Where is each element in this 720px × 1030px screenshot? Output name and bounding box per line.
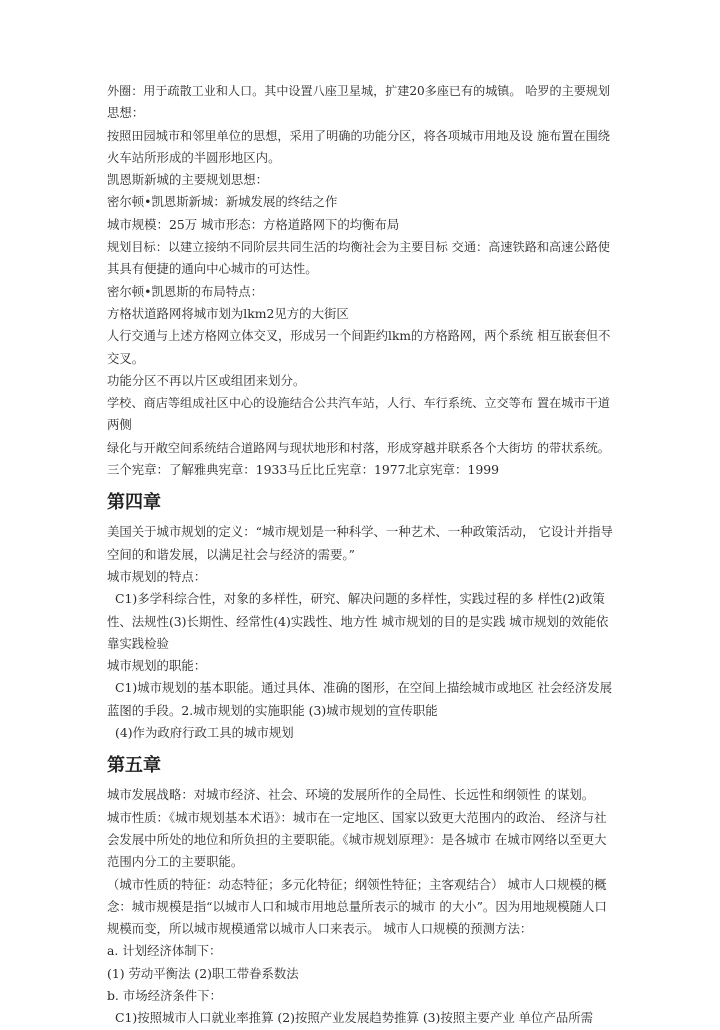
text-line: 范围内分工的主要职能。 xyxy=(107,854,244,870)
text-line: C1)按照城市人口就业率推算 (2)按照产业发展趋势推算 (3)按照主要产业 单位产品所需 xyxy=(115,1010,594,1026)
text-line: 学校、商店等组成社区中心的设施结合公共汽车站，人行、车行系统、立交等布 置在城市干道 xyxy=(107,396,610,411)
text-line: 人行交通与上述方格网立体交叉，形成另一个间距约lkm的方格路网，两个系统 相互嵌套但不 xyxy=(107,329,611,344)
text-line: 按照田园城市和邻里单位的思想，采用了明确的功能分区，将各项城市用地及设 施布置在围绕 xyxy=(107,128,610,143)
text-line: 城市性质：《城市规划基本术语》：城市在一定地区、国家以致更大范围内的政治、 经济与社 xyxy=(107,809,607,825)
text-line: (1) 劳动平衡法 (2)职工带眷系数法 xyxy=(107,965,299,981)
text-line: 规模而变，所以城市规模通常以城市人口来表示。 城市人口规模的预测方法： xyxy=(107,921,533,937)
text-line: 凯恩斯新城的主要规划思想： xyxy=(107,172,269,188)
chapter-5-heading: 第五章 xyxy=(107,755,161,777)
text-line: 三个宪章：了解雅典宪章：1933马丘比丘宪章：1977北京宪章：1999 xyxy=(107,462,499,478)
text-line: 密尔顿•凯恩斯的布局特点： xyxy=(107,283,263,299)
text-line: 绿化与开敞空间系统结合道路网与现状地形和村落，形成穿越并联系各个大街坊 的带状系统。 xyxy=(107,440,610,455)
text-line: 方格状道路网将城市划为lkm2见方的大街区 xyxy=(107,305,349,321)
text-line: 空间的和谐发展，以满足社会与经济的需要。” xyxy=(107,546,355,562)
text-line: 美国关于城市规划的定义：“城市规划是一种科学、一种艺术、一种政策活动， 它设计并指导 xyxy=(107,524,613,540)
text-line: C1)多学科综合性，对象的多样性，研究、解决问题的多样性，实践过程的多 样性(2)政策 xyxy=(115,591,605,607)
text-line: 城市规划的职能： xyxy=(107,658,207,674)
text-line: 城市规模：25万 城市形态：方格道路网下的均衡布局 xyxy=(107,216,400,232)
chapter-4-heading: 第四章 xyxy=(107,492,161,514)
text-line: 功能分区不再以片区或组团来划分。 xyxy=(107,372,306,388)
page-body xyxy=(107,80,615,1030)
text-line: C1)城市规划的基本职能。通过具体、准确的图形，在空间上描绘城市或地区 社会经济发展 xyxy=(115,680,612,696)
text-line: 会发展中所处的地位和所负担的主要职能。《城市规划原理》：是各城市 在城市网络以至更大 xyxy=(107,831,607,847)
text-line: 火车站所形成的半圆形地区内。 xyxy=(107,149,281,165)
text-line: 城市发展战略：对城市经济、社会、环境的发展所作的全局性、长远性和纲领性 的谋划。 xyxy=(107,787,595,803)
text-line: 两侧 xyxy=(107,417,132,433)
text-line: 思想： xyxy=(107,105,145,121)
text-line: （城市性质的特征：动态特征；多元化特征；纲领性特征；主客观结合） 城市人口规模的概 xyxy=(107,876,607,892)
text-line: b. 市场经济条件下： xyxy=(107,987,222,1003)
text-line: 外圈：用于疏散工业和人口。其中设置八座卫星城，扩建20多座已有的城镇。 哈罗的主要规划 xyxy=(107,84,610,98)
text-line: 城市规划的特点： xyxy=(107,568,207,584)
text-line: (4)作为政府行政工具的城市规划 xyxy=(115,725,294,741)
text-line: 蓝图的手段。2.城市规划的实施职能 (3)城市规划的宣传职能 xyxy=(107,702,438,718)
text-line: 其具有便捷的通向中心城市的可达性。 xyxy=(107,261,318,277)
text-line: 靠实践检验 xyxy=(107,635,169,651)
text-line: a. 计划经济体制下： xyxy=(107,943,222,959)
text-line: 规划目标：以建立接纳不同阶层共同生活的均衡社会为主要目标 交通：高速铁路和高速公路使 xyxy=(107,240,610,255)
text-line: 交叉。 xyxy=(107,350,145,366)
text-line: 密尔顿•凯恩斯新城：新城发展的终结之作 xyxy=(107,194,338,210)
text-line: 念：城市规模是指“以城市人口和城市用地总量所表示的城市 的大小”。因为用地规模随人口 xyxy=(107,898,607,914)
text-line: 性、法规性(3)长期性、经常性(4)实践性、地方性 城市规划的目的是实践 城市规划的效能依 xyxy=(107,613,609,629)
